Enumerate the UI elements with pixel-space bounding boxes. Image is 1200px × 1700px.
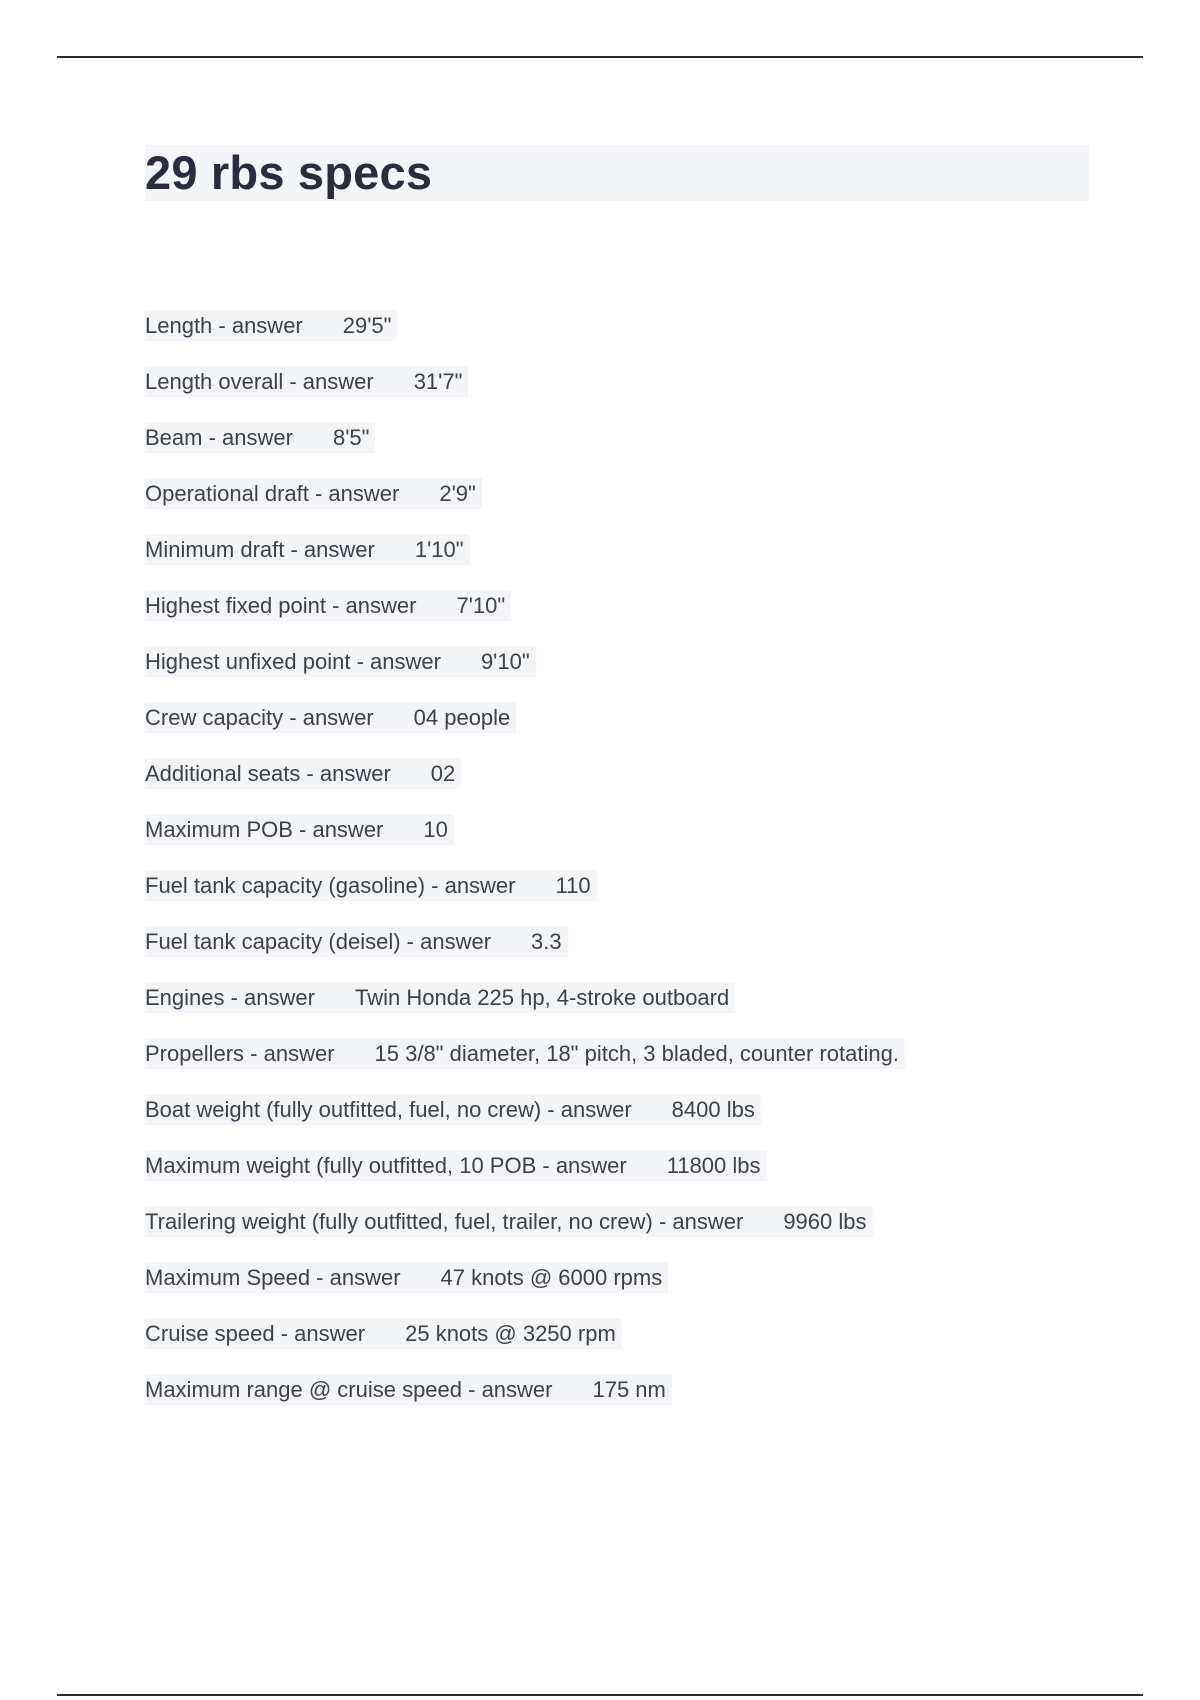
qa-question: Length - answer	[145, 312, 303, 338]
qa-answer: 110	[555, 872, 591, 898]
qa-row	[145, 870, 597, 901]
qa-row	[145, 1038, 905, 1069]
qa-row	[145, 478, 482, 509]
qa-question: Trailering weight (fully outfitted, fuel, trailer, no crew) - answer	[145, 1208, 744, 1234]
list-item	[145, 422, 905, 478]
qa-answer: 11800 lbs	[666, 1152, 761, 1178]
qa-answer: Twin Honda 225 hp, 4-stroke outboard	[354, 984, 730, 1010]
qa-row	[145, 758, 461, 789]
list-item	[145, 870, 905, 926]
list-item	[145, 534, 905, 590]
qa-question: Maximum range @ cruise speed - answer	[145, 1376, 553, 1402]
qa-row	[145, 310, 397, 341]
qa-row	[145, 982, 735, 1013]
qa-row	[145, 1150, 767, 1181]
qa-question: Additional seats - answer	[145, 760, 391, 786]
list-item	[145, 926, 905, 982]
qa-row	[145, 814, 454, 845]
list-item	[145, 1374, 905, 1430]
list-item	[145, 702, 905, 758]
list-item	[145, 646, 905, 702]
qa-answer: 04 people	[413, 704, 511, 730]
qa-question: Length overall - answer	[145, 368, 374, 394]
qa-question: Fuel tank capacity (gasoline) - answer	[145, 872, 516, 898]
qa-answer: 15 3/8" diameter, 18" pitch, 3 bladed, counter rotating.	[374, 1040, 899, 1066]
page-title: 29 rbs specs	[145, 146, 433, 199]
list-item	[145, 1150, 905, 1206]
qa-question: Maximum Speed - answer	[145, 1264, 401, 1290]
qa-row	[145, 1318, 622, 1349]
qa-answer: 02	[430, 760, 456, 786]
qa-answer: 47 knots @ 6000 rpms	[440, 1264, 663, 1290]
qa-row	[145, 534, 470, 565]
qa-list	[145, 310, 905, 1430]
qa-row	[145, 1262, 668, 1293]
qa-row	[145, 702, 516, 733]
list-item	[145, 758, 905, 814]
list-item	[145, 982, 905, 1038]
qa-answer: 7'10"	[456, 592, 506, 618]
header-rule	[57, 56, 1143, 58]
qa-question: Beam - answer	[145, 424, 293, 450]
qa-question: Engines - answer	[145, 984, 315, 1010]
qa-question: Highest fixed point - answer	[145, 592, 417, 618]
qa-question: Maximum weight (fully outfitted, 10 POB - answer	[145, 1152, 627, 1178]
list-item	[145, 1094, 905, 1150]
qa-row	[145, 366, 468, 397]
qa-answer: 9960 lbs	[783, 1208, 867, 1234]
qa-answer: 3.3	[531, 928, 562, 954]
list-item	[145, 478, 905, 534]
qa-answer: 25 knots @ 3250 rpm	[405, 1320, 616, 1346]
qa-answer: 1'10"	[414, 536, 464, 562]
qa-answer: 10	[423, 816, 448, 842]
list-item	[145, 590, 905, 646]
qa-answer: 8'5"	[332, 424, 370, 450]
list-item	[145, 1262, 905, 1318]
qa-row	[145, 926, 568, 957]
list-item	[145, 366, 905, 422]
qa-answer: 2'9"	[439, 480, 476, 506]
list-item	[145, 1318, 905, 1374]
qa-answer: 8400 lbs	[671, 1096, 755, 1122]
qa-row	[145, 422, 375, 453]
qa-question: Crew capacity - answer	[145, 704, 374, 730]
qa-row	[145, 1094, 761, 1125]
footer-rule	[57, 1694, 1143, 1696]
qa-answer: 29'5"	[342, 312, 392, 338]
qa-question: Cruise speed - answer	[145, 1320, 366, 1346]
list-item	[145, 1038, 905, 1094]
qa-row	[145, 1374, 672, 1405]
qa-row	[145, 646, 536, 677]
qa-question: Minimum draft - answer	[145, 536, 375, 562]
qa-answer: 175 nm	[592, 1376, 666, 1402]
qa-question: Propellers - answer	[145, 1040, 335, 1066]
qa-answer: 9'10"	[480, 648, 530, 674]
qa-answer: 31'7"	[413, 368, 463, 394]
list-item	[145, 310, 905, 366]
list-item	[145, 814, 905, 870]
qa-row	[145, 590, 511, 621]
qa-question: Operational draft - answer	[145, 480, 400, 506]
qa-question: Fuel tank capacity (deisel) - answer	[145, 928, 492, 954]
qa-row	[145, 1206, 873, 1237]
qa-question: Maximum POB - answer	[145, 816, 384, 842]
qa-question: Highest unfixed point - answer	[145, 648, 441, 674]
qa-question: Boat weight (fully outfitted, fuel, no crew) - answer	[145, 1096, 632, 1122]
list-item	[145, 1206, 905, 1262]
